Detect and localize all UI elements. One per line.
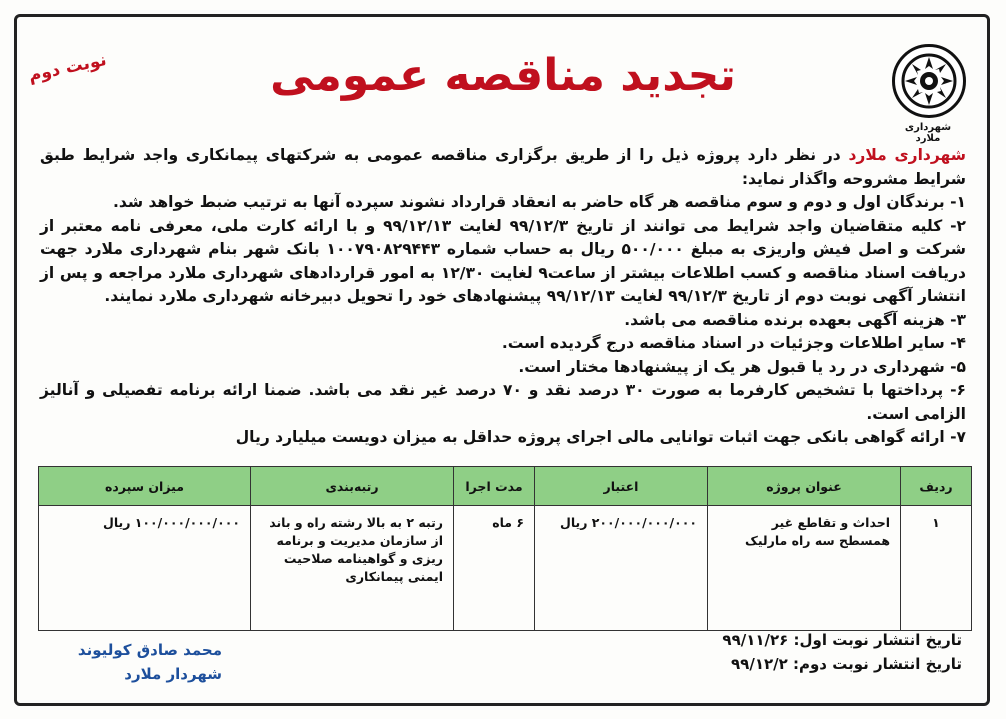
col-deposit: میزان سپرده [39,467,251,506]
col-project-title: عنوان پروژه [708,467,901,506]
project-table [38,466,972,631]
mayor-role: شهردار ملارد [124,665,222,683]
cell-duration: ۶ ماه [454,506,535,631]
condition-item-1: ۱- برندگان اول و دوم و سوم مناقصه هر گاه حاضر به انعقاد قرارداد نشوند سپرده آنها به ترتیب ضبط خواهد شد. [112,193,966,211]
second-round-badge: نوبت دوم [26,49,109,87]
col-row-number: ردیف [901,467,972,506]
first-publication-date: تاریخ انتشار نوبت اول: ۹۹/۱۱/۲۶ [722,631,962,649]
cell-deposit: ۱۰۰/۰۰۰/۰۰۰/۰۰۰ ریال [39,506,251,631]
condition-item-7: ۷- ارائه گواهی بانکی جهت اثبات توانایی مالی اجرای پروژه حداقل به میزان دویست میلیارد ریال [235,428,966,446]
cell-row-number: ۱ [901,506,972,631]
col-credit: اعتبار [535,467,708,506]
second-publication-date: تاریخ انتشار نوبت دوم: ۹۹/۱۲/۲ [731,655,962,673]
table-row [39,506,972,631]
condition-item-5: ۵- شهرداری در رد یا قبول هر یک از پیشنهادها مختار است. [518,357,966,376]
emblem-icon [899,51,959,111]
condition-item-3: ۳- هزینه آگهی بعهده برنده مناقصه می باشد. [624,310,966,329]
publication-dates [722,628,962,676]
notice-body [40,144,966,450]
cell-project-title: احداث و تقاطع غیر همسطح سه راه مارلیک [708,506,901,631]
mayor-name: محمد صادق کولیوند [77,641,222,659]
intro-paragraph [40,144,966,191]
organization-name: شهرداری ملارد [848,146,966,164]
col-grade: رتبه‌بندی [251,467,454,506]
table-header-row [39,467,972,506]
municipality-logo [892,44,966,118]
condition-item-2: ۲- کلیه متقاضیان واجد شرایط می توانند از تاریخ ۹۹/۱۲/۳ لغایت ۹۹/۱۲/۱۳ و با ارائه کارت ملی، معرفی نامه معتبر از شرکت و اصل فیش واریزی به مبلغ ۵۰۰/۰۰۰ ریال به حساب شماره ۱۰۰۷۹۰۸۲۹۴۴۳ بانک شهر بنام شهرداری ملارد جهت دریافت اسناد مناقصه و کسب اطلاعات بیشتر از ساعت۹ لغایت ۱۲/۳۰ به امور قراردادهای شهرداری ملارد مراجعه و پس از انتشار آگهی نوبت دوم از تاریخ ۹۹/۱۲/۳ لغایت ۹۹/۱۲/۱۳ پیشنهادهای خود را تحویل دبیرخانه شهرداری ملارد نمایند. [40,216,966,305]
col-duration: مدت اجرا [454,467,535,506]
condition-item-4: ۴- سایر اطلاعات وجزئیات در اسناد مناقصه درج گردیده است. [501,334,966,352]
intro-text: در نظر دارد پروژه ذیل را از طریق برگزاری مناقصه عمومی به شرکتهای پیمانکاری واجد شرایط طبق شرایط مشروحه واگذار نماید: [40,146,966,188]
condition-item-6: ۶- پرداختها با تشخیص کارفرما به صورت ۳۰ درصد نقد و ۷۰ درصد غیر نقد می باشد. ضمنا ارائه برنامه تفصیلی و آنالیز الزامی است. [40,381,966,423]
notice-title: تجدید مناقصه عمومی [270,50,736,101]
cell-grade: رتبه ۲ به بالا رشته راه و باند از سازمان مدیریت و برنامه ریزی و گواهینامه صلاحیت ایمنی پیمانکاری [251,506,454,631]
signature-block [42,638,222,686]
cell-credit: ۲۰۰/۰۰۰/۰۰۰/۰۰۰ ریال [535,506,708,631]
logo-caption: شهرداری ملارد [904,122,952,144]
